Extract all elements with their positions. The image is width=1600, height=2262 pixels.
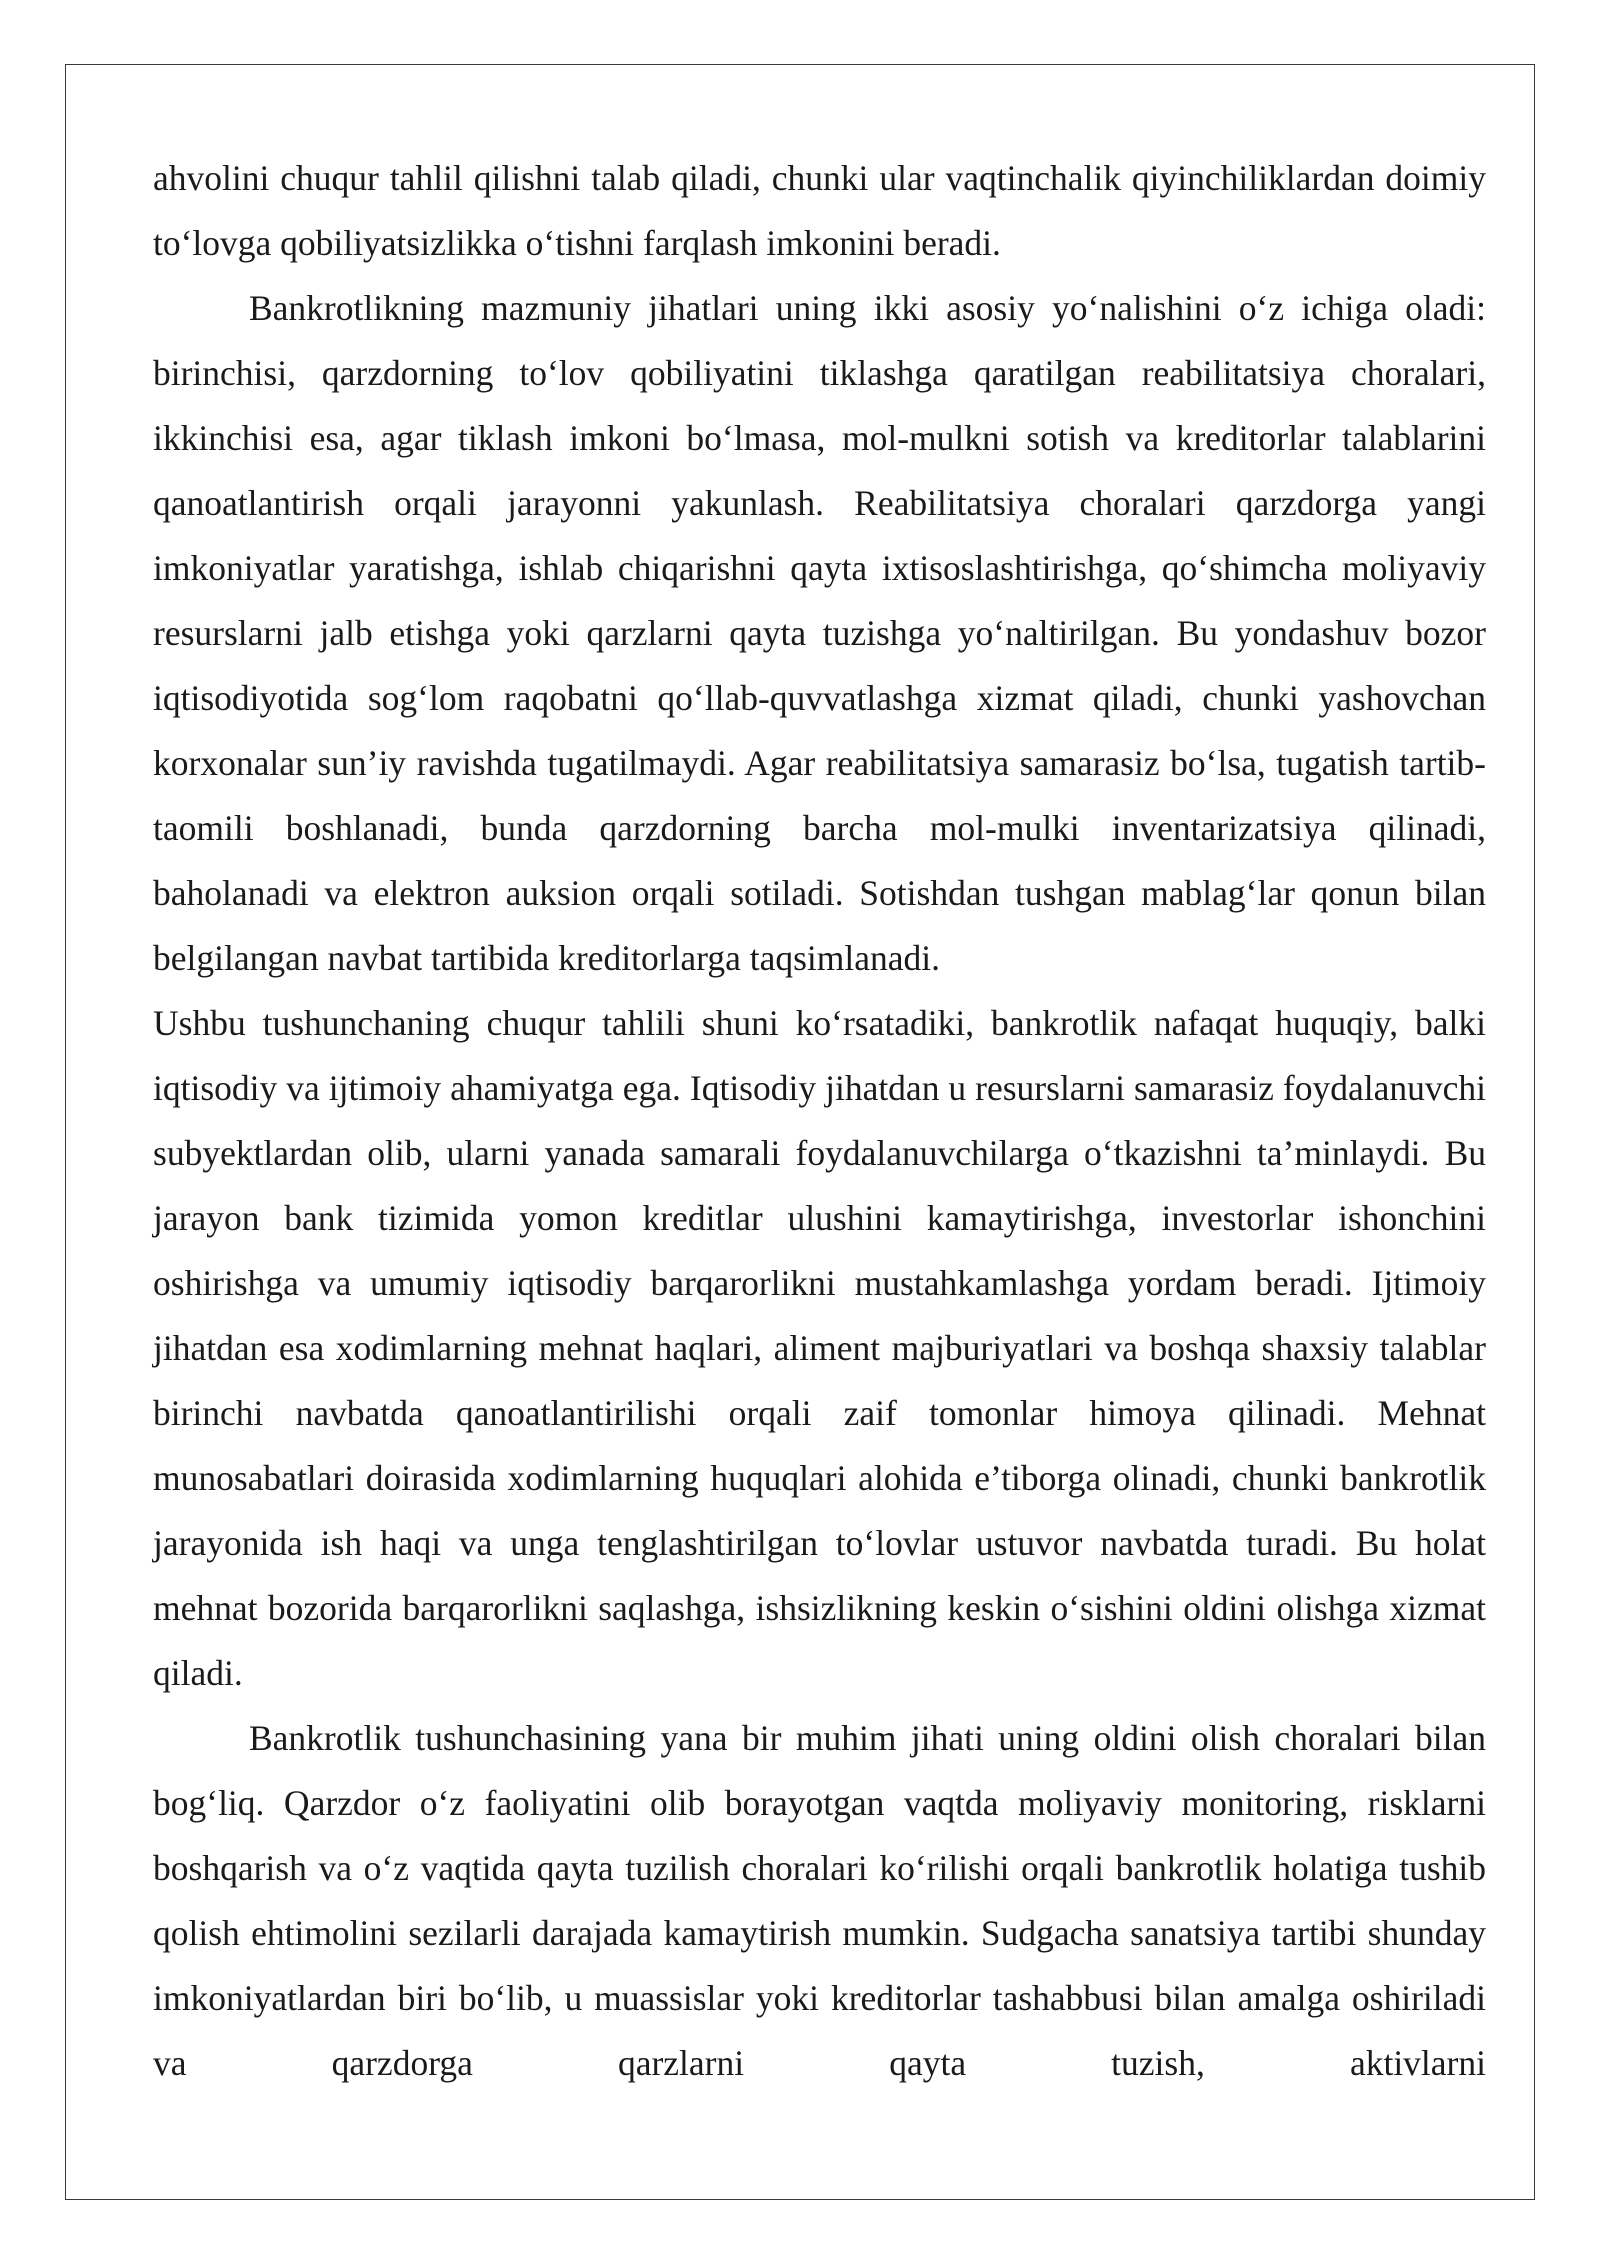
document-body — [153, 146, 1486, 2096]
paragraph-1: ahvolini chuqur tahlil qilishni talab qiladi, chunki ular vaqtinchalik qiyinchiliklardan doimiy to‘lovga qobiliyatsizlikka o‘tishni farqlash imkonini beradi. — [153, 158, 1486, 263]
paragraph-3: Ushbu tushunchaning chuqur tahlili shuni ko‘rsatadiki, bankrotlik nafaqat huquqiy, balki iqtisodiy va ijtimoiy ahamiyatga ega. Iqtisodiy jihatdan u resurslarni samarasiz foydalanuvchi subyektlardan olib, ularni yanada samarali foydalanuvchilarga o‘tkazishni ta’minlaydi. Bu jarayon bank tizimida yomon kreditlar ulushini kamaytirishga, investorlar ishonchini oshirishga va umumiy iqtisodiy barqarorlikni mustahkamlashga yordam beradi. Ijtimoiy jihatdan esa xodimlarning mehnat haqlari, aliment majburiyatlari va boshqa shaxsiy talablar birinchi navbatda qanoatlantirilishi orqali zaif tomonlar himoya qilinadi. Mehnat munosabatlari doirasida xodimlarning huquqlari alohida e’tiborga olinadi, chunki bankrotlik jarayonida ish haqi va unga tenglashtirilgan to‘lovlar ustuvor navbatda turadi. Bu holat mehnat bozorida barqarorlikni saqlashga, ishsizlikning keskin o‘sishini oldini olishga xizmat qiladi. — [153, 1003, 1486, 1693]
paragraph-4: Bankrotlik tushunchasining yana bir muhim jihati uning oldini olish choralari bilan bog‘liq. Qarzdor o‘z faoliyatini olib borayotgan vaqtda moliyaviy monitoring, risklarni boshqarish va o‘z vaqtida qayta tuzilish choralari ko‘rilishi orqali bankrotlik holatiga tushib qolish ehtimolini sezilarli darajada kamaytirish mumkin. Sudgacha sanatsiya tartibi shunday imkoniyatlardan biri bo‘lib, u muassislar yoki kreditorlar tashabbusi bilan amalga oshiriladi va qarzdorga qarzlarni qayta tuzish, aktivlarni — [153, 1718, 1486, 2083]
paragraph-2: Bankrotlikning mazmuniy jihatlari uning ikki asosiy yo‘nalishini o‘z ichiga oladi: birinchisi, qarzdorning to‘lov qobiliyatini tiklashga qaratilgan reabilitatsiya choralari, ikkinchisi esa, agar tiklash imkoni bo‘lmasa, mol-mulkni sotish va kreditorlar talablarini qanoatlantirish orqali jarayonni yakunlash. Reabilitatsiya choralari qarzdorga yangi imkoniyatlar yaratishga, ishlab chiqarishni qayta ixtisoslashtirishga, qo‘shimcha moliyaviy resurslarni jalb etishga yoki qarzlarni qayta tuzishga yo‘naltirilgan. Bu yondashuv bozor iqtisodiyotida sog‘lom raqobatni qo‘llab-quvvatlashga xizmat qiladi, chunki yashovchan korxonalar sun’iy ravishda tugatilmaydi. Agar reabilitatsiya samarasiz bo‘lsa, tugatish tartib-taomili boshlanadi, bunda qarzdorning barcha mol-mulki inventarizatsiya qilinadi, baholanadi va elektron auksion orqali sotiladi. Sotishdan tushgan mablag‘lar qonun bilan belgilangan navbat tartibida kreditorlarga taqsimlanadi. — [153, 288, 1486, 978]
